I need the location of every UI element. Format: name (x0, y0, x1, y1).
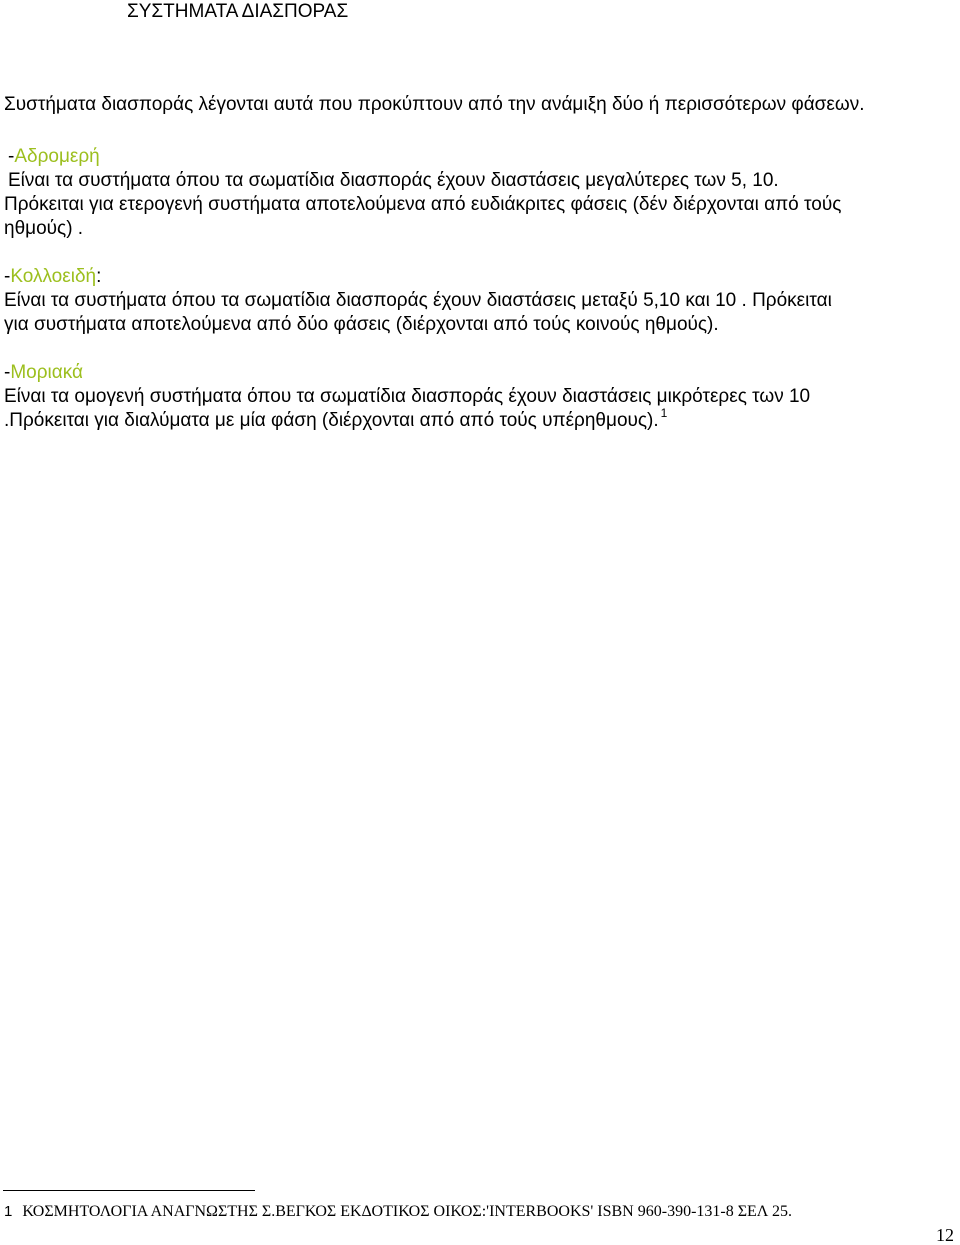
section-heading-kolloeidi (4, 265, 101, 289)
intro-paragraph: Συστήματα διασποράς λέγονται αυτά που προκύπτουν από την ανάμιξη δύο ή περισσότερων φάσεων. (4, 94, 865, 115)
footnote (4, 1202, 792, 1222)
section-line: για συστήματα αποτελούμενα από δύο φάσεις (διέρχονται από τούς κοινούς ηθμούς). (4, 314, 719, 335)
heading-dash: - (8, 146, 15, 167)
footnote-text: ΚΟΣΜΗΤΟΛΟΓΙΑ ΑΝΑΓΝΩΣΤΗΣ Σ.ΒΕΓΚΟΣ ΕΚΔΟΤΙΚΟΣ ΟΙΚΟΣ:'INTERBOOKS' ISBN 960-390-131-8 ΣΕΛ 25. (22, 1203, 792, 1220)
section-heading-adromeri (8, 145, 100, 169)
section-line: ηθμούς) . (4, 218, 84, 239)
page-number: 12 (936, 1225, 954, 1245)
heading-label: Κολλοειδή (10, 266, 97, 287)
section-line-text: .Πρόκειται για διαλύματα με μία φάση (διέρχονται από από τούς υπέρηθμους). (4, 410, 659, 431)
section-heading-moriaka (4, 361, 83, 385)
heading-label: Μοριακά (10, 362, 83, 383)
section-line: Είναι τα συστήματα όπου τα σωματίδια διασποράς έχουν διαστάσεις μεταξύ 5,10 και 10 . Πρόκειται (4, 290, 832, 311)
heading-label: Αδρομερή (14, 146, 100, 167)
document-title: ΣΥΣΤΗΜΑΤΑ ΔΙΑΣΠΟΡΑΣ (127, 1, 349, 22)
section-line: Είναι τα ομογενή συστήματα όπου τα σωματίδια διασποράς έχουν διαστάσεις μικρότερες των 10 (4, 386, 811, 407)
heading-dash: - (4, 362, 11, 383)
heading-dash: - (4, 266, 11, 287)
section-line: Πρόκειται για ετερογενή συστήματα αποτελούμενα από ευδιάκριτες φάσεις (δέν διέρχονται από τούς (4, 194, 842, 215)
footnote-divider (3, 1190, 255, 1191)
heading-suffix: : (96, 266, 102, 287)
section-line (4, 406, 668, 434)
footnote-reference: 1 (660, 406, 668, 420)
section-line: Είναι τα συστήματα όπου τα σωματίδια διασποράς έχουν διαστάσεις μεγαλύτερες των 5, 10. (8, 170, 779, 191)
footnote-number: 1 (4, 1203, 13, 1220)
